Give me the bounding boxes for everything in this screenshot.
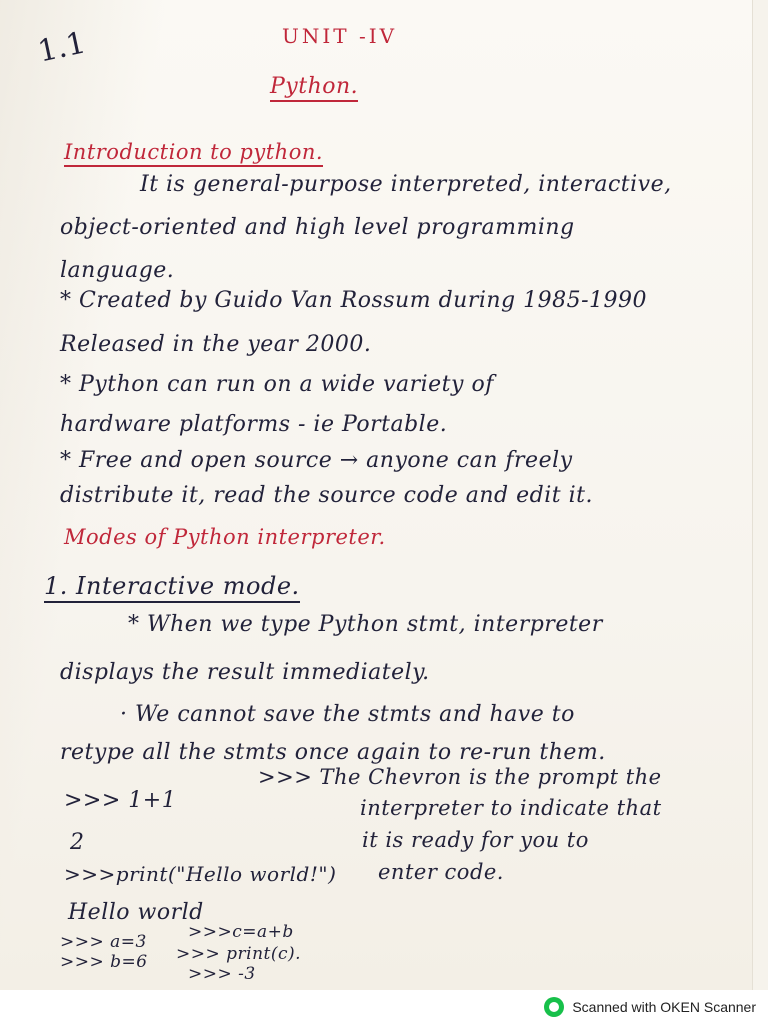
intro-line: hardware platforms - ie Portable. [60, 412, 448, 437]
margin-mark: 1.1 [34, 25, 89, 70]
scanner-label: Scanned with OKEN Scanner [572, 999, 756, 1015]
intro-line: * Created by Guido Van Rossum during 1985-1990 [60, 288, 648, 313]
unit-title: UNIT -IV [282, 24, 398, 48]
intro-line: * Python can run on a wide variety of [60, 372, 494, 397]
mode-line: * When we type Python stmt, interpreter [128, 612, 603, 637]
example-line: >>> print(c). [176, 944, 302, 964]
mode-line: displays the result immediately. [60, 660, 430, 685]
mode-line: retype all the stmts once again to re-run them. [60, 740, 606, 765]
scanner-logo-icon [544, 997, 564, 1017]
note-line: >>> The Chevron is the prompt the [258, 765, 662, 789]
note-line: it is ready for you to [362, 828, 589, 852]
example-line: >>> -3 [188, 964, 256, 984]
intro-line: It is general-purpose interpreted, interactive, [140, 172, 672, 197]
intro-line: * Free and open source → anyone can freely [60, 448, 573, 473]
example-line: Hello world [68, 900, 204, 925]
example-line: >>>c=a+b [188, 922, 294, 942]
example-line: 2 [70, 830, 85, 855]
example-line: >>> b=6 [60, 952, 148, 972]
mode-title: 1. Interactive mode. [44, 572, 300, 603]
intro-line: language. [60, 258, 175, 283]
note-line: enter code. [378, 860, 504, 884]
page-subtitle: Python. [270, 74, 358, 102]
mode-line: · We cannot save the stmts and have to [120, 702, 575, 727]
example-line: >>> 1+1 [64, 788, 177, 813]
intro-line: distribute it, read the source code and edit it. [60, 483, 593, 508]
modes-heading: Modes of Python interpreter. [64, 525, 386, 549]
example-line: >>> a=3 [60, 932, 147, 952]
example-line: >>>print("Hello world!") [64, 862, 337, 886]
intro-line: Released in the year 2000. [60, 332, 372, 357]
scanner-footer [0, 990, 768, 1024]
intro-heading: Introduction to python. [64, 140, 323, 167]
intro-line: object-oriented and high level programming [60, 215, 575, 240]
note-line: interpreter to indicate that [360, 796, 662, 820]
